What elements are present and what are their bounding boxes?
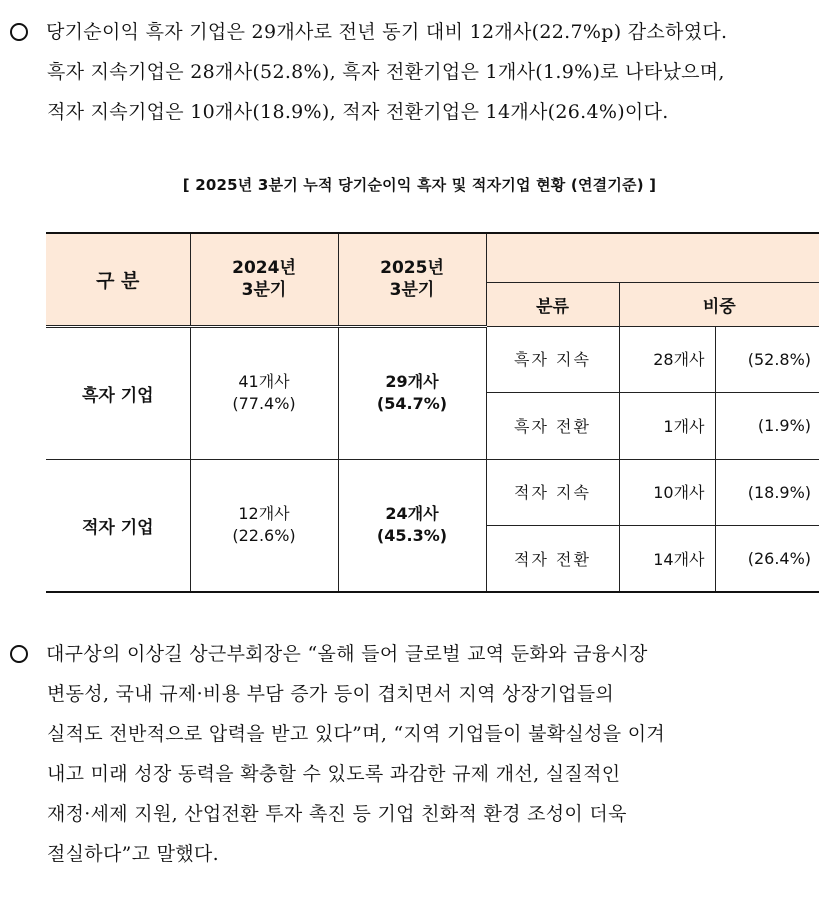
- group-name: 적자 기업: [46, 459, 190, 592]
- header-category: 구 분: [46, 233, 190, 326]
- sub-count: 1개사: [619, 392, 715, 459]
- sub-pct: (18.9%): [715, 459, 819, 525]
- circle-bullet-icon: [10, 645, 28, 663]
- table-row: [46, 459, 819, 525]
- table-caption: [ 2025년 3분기 누적 당기순이익 흑자 및 적자기업 현황 (연결기준) ]: [182, 176, 657, 194]
- sub-pct: (1.9%): [715, 392, 819, 459]
- value-2024: 12개사 (22.6%): [190, 459, 338, 592]
- paragraph-line: 당기순이익 흑자 기업은 29개사로 전년 동기 대비 12개사(22.7%p) 감소하였다.: [10, 12, 822, 52]
- sub-label: 흑자 전환: [486, 392, 619, 459]
- value-2024: 41개사 (77.4%): [190, 326, 338, 459]
- paragraph-line: 흑자 지속기업은 28개사(52.8%), 흑자 전환기업은 1개사(1.9%)로 나타났으며,: [47, 61, 725, 83]
- paragraph-line: 실적도 전반적으로 압력을 받고 있다”며, “지역 기업들이 불확실성을 이겨: [47, 723, 666, 745]
- value-2025: 29개사 (54.7%): [338, 326, 486, 459]
- header-2024: 2024년 3분기: [190, 233, 338, 326]
- paragraph-line: 대구상의 이상길 상근부회장은 “올해 들어 글로벌 교역 둔화와 금융시장: [10, 634, 822, 674]
- quote-paragraph: [10, 634, 822, 874]
- table-row: [46, 326, 819, 392]
- paragraph-line: 내고 미래 성장 동력을 확충할 수 있도록 과감한 규제 개선, 실질적인: [47, 763, 621, 785]
- sub-label: 적자 전환: [486, 525, 619, 592]
- paragraph-line: 적자 지속기업은 10개사(18.9%), 적자 전환기업은 14개사(26.4%)이다.: [47, 101, 669, 123]
- sub-count: 14개사: [619, 525, 715, 592]
- circle-bullet-icon: [10, 23, 28, 41]
- value-2025: 24개사 (45.3%): [338, 459, 486, 592]
- sub-pct: (52.8%): [715, 326, 819, 392]
- paragraph-line: 변동성, 국내 규제·비용 부담 증가 등이 겹치면서 지역 상장기업들의: [47, 683, 615, 705]
- header-classification: 분류: [486, 282, 619, 326]
- header-2025: 2025년 3분기: [338, 233, 486, 326]
- header-ratio: 비중: [619, 282, 819, 326]
- sub-pct: (26.4%): [715, 525, 819, 592]
- summary-paragraph: [10, 12, 822, 132]
- sub-count: 10개사: [619, 459, 715, 525]
- paragraph-line: 절실하다”고 말했다.: [47, 843, 219, 865]
- header-blank: [486, 233, 819, 282]
- sub-label: 적자 지속: [486, 459, 619, 525]
- sub-count: 28개사: [619, 326, 715, 392]
- paragraph-line: 재정·세제 지원, 산업전환 투자 촉진 등 기업 친화적 환경 조성이 더욱: [47, 803, 627, 825]
- group-name: 흑자 기업: [46, 326, 190, 459]
- profit-loss-table: [46, 232, 819, 593]
- header-row: [46, 233, 819, 282]
- sub-label: 흑자 지속: [486, 326, 619, 392]
